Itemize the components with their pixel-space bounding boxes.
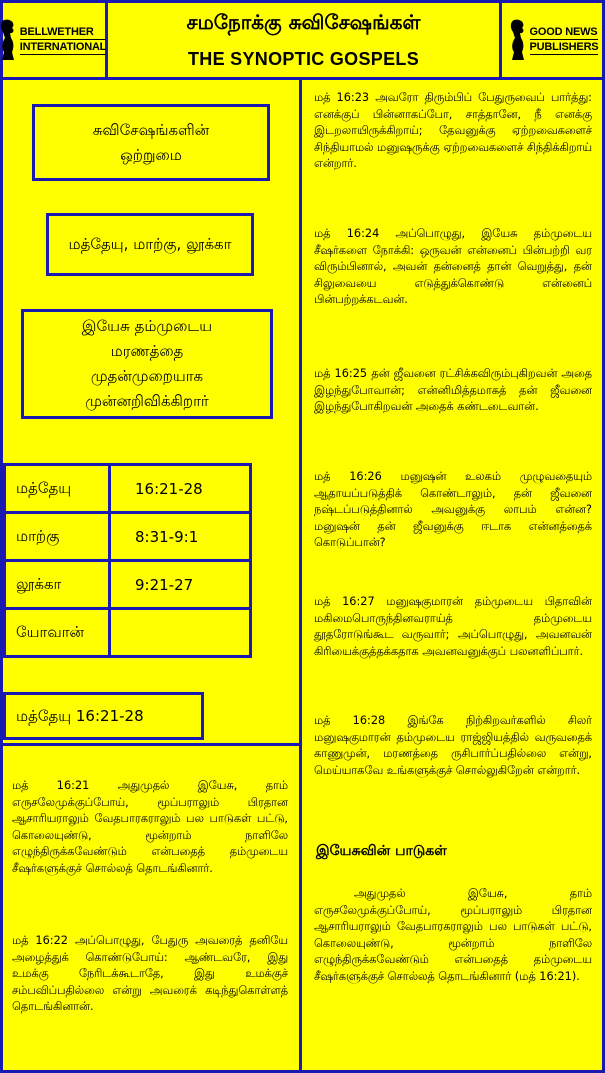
header xyxy=(0,0,605,80)
verse-16-21: மத் 16:21 அதுமுதல் இயேசு, தாம் எருசலேமுக்குப்போய், மூப்பராலும் பிரதான ஆசாரியராலும் வேதபாரகராலும் பல பாடுகள் பட்டு, கொலையுண்டு, மூன்றாம் நாளிலே எழுந்திருக்கவேண்டும் என்பதைத் தம்முடைய சீஷர்களுக்குச் சொல்லத் தொடங்கினார். xyxy=(12,779,288,875)
logo-line: GOOD NEWS xyxy=(529,26,598,38)
table-row xyxy=(5,561,251,609)
table-row xyxy=(5,513,251,561)
section-heading: இயேசுவின் பாடுகள் xyxy=(316,843,447,859)
verse-16-26: மத் 16:26 மனுஷன் உலகம் முழுவதையும் ஆதாயப்படுத்திக் கொண்டாலும், தன் ஜீவனை நஷ்டப்படுத்தினால் அவனுக்கு லாபம் என்ன? மனுஷன் தன் ஜீவனுக்கு ஈடாக என்னத்தைக் கொடுப்பான்? xyxy=(314,470,592,549)
logo-line: BELLWETHER xyxy=(20,25,106,40)
logo-line: PUBLISHERS xyxy=(529,41,599,53)
verse-16-25: மத் 16:25 தன் ஜீவனை ரட்சிக்கவிரும்புகிறவன் அதை இழந்துபோவான்; என்னிமித்தமாகத் தன் ஜீவனை இழந்துபோகிறவன் அதைக் கண்டடைவான். xyxy=(314,367,592,413)
event-box xyxy=(21,309,273,419)
ref-cell: 8:31-9:1 xyxy=(110,513,251,561)
page-title-tamil: சமநோக்கு சுவிசேஷங்கள் xyxy=(186,10,421,34)
good-news-logo xyxy=(499,0,605,80)
table-row xyxy=(5,465,251,513)
bellwether-logo xyxy=(0,0,108,80)
ram-logo-icon xyxy=(509,18,527,62)
section-separator xyxy=(0,743,300,746)
verse-16-27: மத் 16:27 மனுஷகுமாரன் தம்முடைய பிதாவின் மகிமைபொருந்தினவராய்த் தம்முடைய தூதரோடுங்கூட வருவார்; அப்பொழுது, அவனவன் கிரியைக்குத்தக்கதாக அவனவனுக்குப் பலனளிப்பார். xyxy=(314,595,592,658)
ref-cell xyxy=(110,609,251,657)
logo-line: INTERNATIONAL xyxy=(19,41,107,53)
summary-paragraph: அதுமுதல் இயேசு, தாம் எருசலேமுக்குப்போய், மூப்பராலும் பிரதான ஆசாரியராலும் வேதபாரகராலும் பல பாடுகள் பட்டு, கொலையுண்டு, மூன்றாம் நாளிலே எழுந்திருக்கவேண்டும் என்பதைத் தம்முடைய சீஷர்களுக்குச் சொல்லத் தொடங்கினார் (மத் 16:21). xyxy=(314,887,592,983)
passage-label: மத்தேயு 16:21-28 xyxy=(16,706,144,725)
book-cell: யோவான் xyxy=(5,609,110,657)
event-label: இயேசு தம்முடைய மரணத்தை முதன்முறையாக முன்னறிவிக்கிறார் xyxy=(81,317,213,410)
reference-table xyxy=(3,463,252,658)
gospels-label: மத்தேயு, மாற்கு, லூக்கா xyxy=(68,235,232,253)
book-cell: மாற்கு xyxy=(5,513,110,561)
ref-cell: 16:21-28 xyxy=(110,465,251,513)
harmony-box xyxy=(32,104,270,181)
verse-16-22: மத் 16:22 அப்பொழுது, பேதுரு அவரைத் தனியே அழைத்துக் கொண்டுபோய்: ஆண்டவரே, இது உமக்கு நேரிடக்கூடாதே, இது உமக்குச் சம்பவிப்பதில்லை என்று அவரைக் கடிந்துகொள்ளத் தொடங்கினான். xyxy=(12,934,288,1013)
title-block xyxy=(108,0,499,80)
ref-cell: 9:21-27 xyxy=(110,561,251,609)
page-title-english: THE SYNOPTIC GOSPELS xyxy=(187,49,420,69)
harmony-label: சுவிசேஷங்களின் ஒற்றுமை xyxy=(92,120,210,164)
column-divider xyxy=(299,80,302,1073)
book-cell: லூக்கா xyxy=(5,561,110,609)
table-row xyxy=(5,609,251,657)
book-cell: மத்தேயு xyxy=(5,465,110,513)
passage-label-box xyxy=(3,692,204,740)
verse-16-23: மத் 16:23 அவரோ திரும்பிப் பேதுருவைப் பார்த்து: எனக்குப் பின்னாகப்போ, சாத்தானே, நீ எனக்கு இடறலாயிருக்கிறாய்; தேவனுக்கு ஏற்றவைகளைச் சிந்தியாமல் மனுஷருக்கு ஏற்றவைகளைச் சிந்திக்கிறாய் என்றார். xyxy=(314,91,592,170)
gospels-box xyxy=(46,213,254,276)
verse-16-28: மத் 16:28 இங்கே நிற்கிறவர்களில் சிலர் மனுஷகுமாரன் தம்முடைய ராஜ்ஜியத்தில் வருவதைக் காணுமுன், மரணத்தை ருசிபார்ப்பதில்லை என்று, மெய்யாகவே உங்களுக்குச் சொல்லுகிறேன் என்றார். xyxy=(314,714,592,777)
ram-logo-icon xyxy=(0,18,17,62)
verse-16-24: மத் 16:24 அப்பொழுது, இயேசு தம்முடைய சீஷர்களை நோக்கி: ஒருவன் என்னைப் பின்பற்றி வர விரும்பினால், அவன் தன்னைத் தான் வெறுத்து, தன் சிலுவையை எடுத்துக்கொண்டு என்னைப் பின்பற்றக்கடவன். xyxy=(314,227,592,306)
